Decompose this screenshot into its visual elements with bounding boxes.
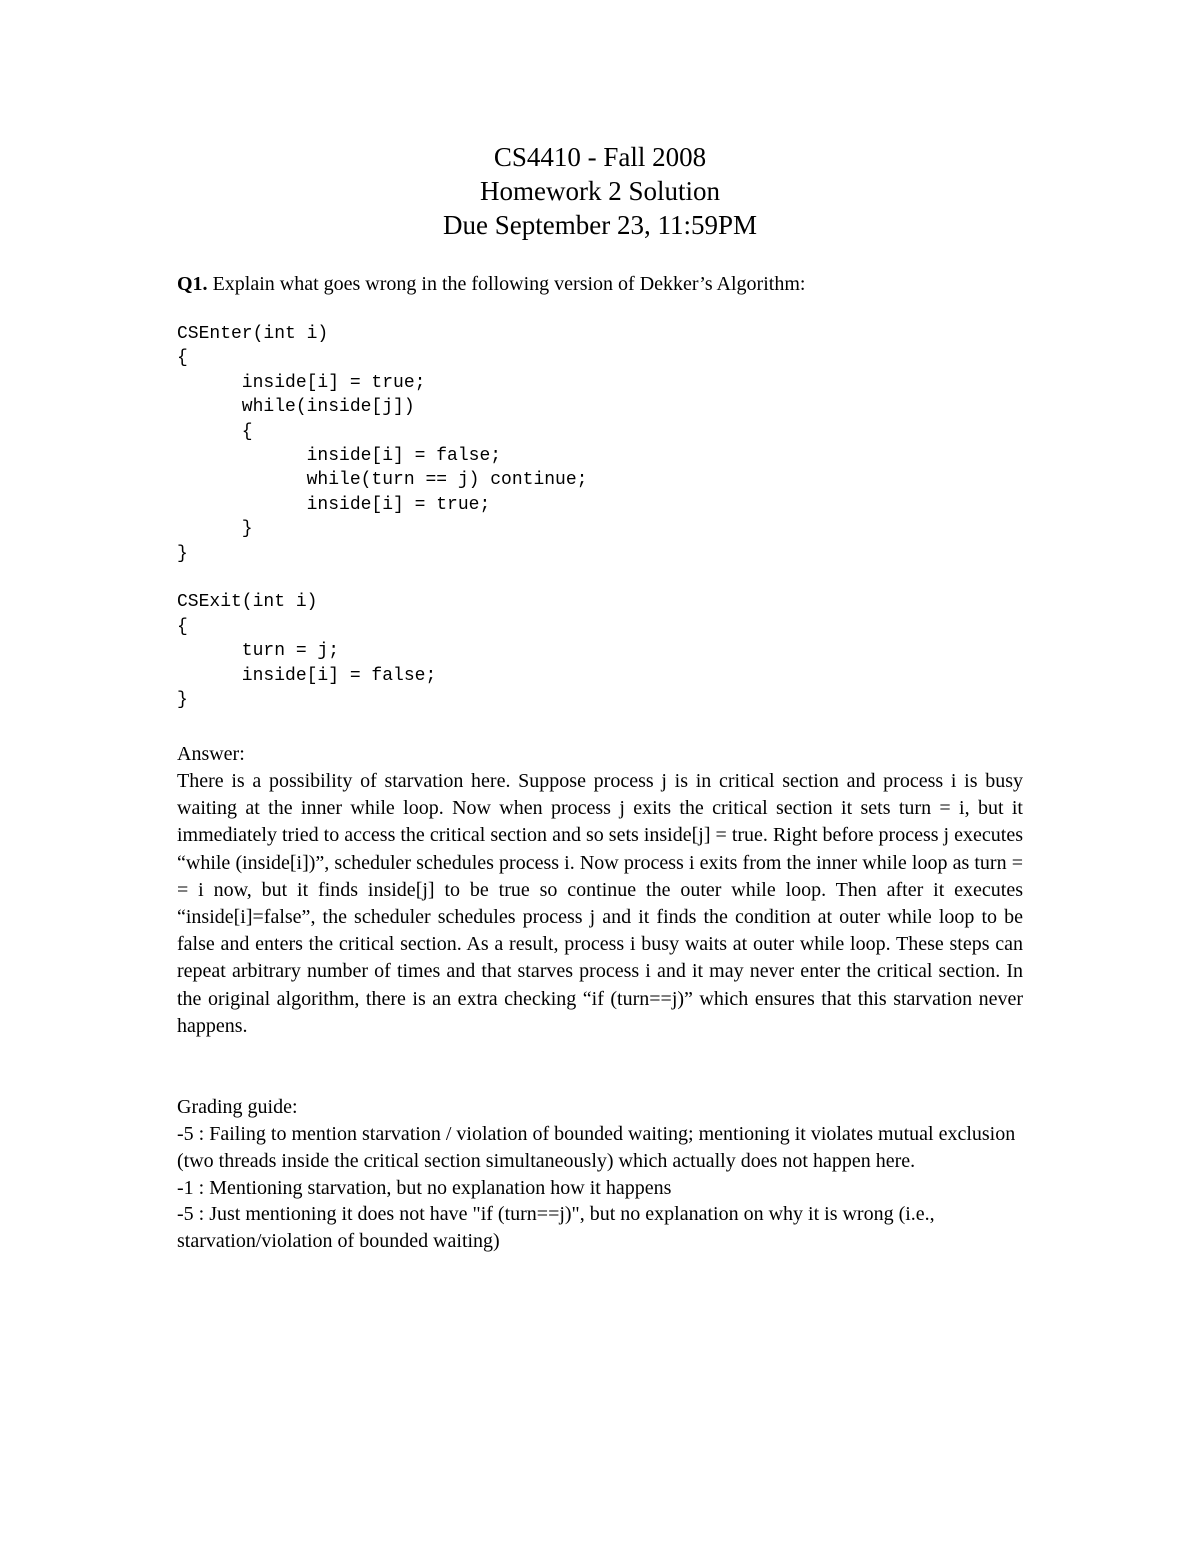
question-text: Explain what goes wrong in the following version of Dekker’s Algorithm: xyxy=(212,273,806,295)
code-listing: CSEnter(int i) { inside[i] = true; while(inside[j]) { inside[i] = false; while(turn == j) continue; inside[i] = true; } } CSExit(int i) { turn = j; inside[i] = false; } xyxy=(177,324,588,711)
assignment-title: Homework 2 Solution xyxy=(480,176,720,206)
course-title: CS4410 - Fall 2008 xyxy=(493,142,707,172)
answer-text: There is a possibility of starvation here. Suppose process j is in critical section and process i is busy waiting at the inner while loop. Now when process j exits the critical section it sets turn = i, but it immediately tried to access the critical section and so sets inside[j] = true. Right before process j executes “while (inside[i])”, scheduler schedules process i. Now process i exits from the inner while loop as turn = = i now, but it finds inside[j] to be true so continue the outer while loop. Then after it executes “inside[i]=false”, the scheduler schedules process j and it finds the condition at outer while loop to be false and enters the critical section. As a result, process i busy waits at outer while loop. These steps can repeat arbitrary number of times and that starves process i and it may never enter the critical section. In the original algorithm, there is an extra checking “if (turn==j)” which ensures that this starvation never happens. xyxy=(177,770,1023,1037)
question-number: Q1. xyxy=(177,273,208,295)
grading-item: -5 : Failing to mention starvation / violation of bounded waiting; mentioning it violates mutual exclusion (two threads inside the critical section simultaneously) which actually does not happen here. xyxy=(177,1123,1016,1172)
due-date: Due September 23, 11:59PM xyxy=(443,210,757,240)
document-title-block xyxy=(0,140,1200,242)
grading-guide-list xyxy=(177,1121,1037,1255)
grading-item: -5 : Just mentioning it does not have "if (turn==j)", but no explanation on why it is wrong (i.e., starvation/violation of bounded waiting) xyxy=(177,1203,935,1253)
grading-guide-title: Grading guide: xyxy=(177,1096,298,1118)
grading-item: -1 : Mentioning starvation, but no explanation how it happens xyxy=(177,1176,672,1199)
answer-label: Answer: xyxy=(177,743,245,765)
question-1 xyxy=(177,270,1037,298)
